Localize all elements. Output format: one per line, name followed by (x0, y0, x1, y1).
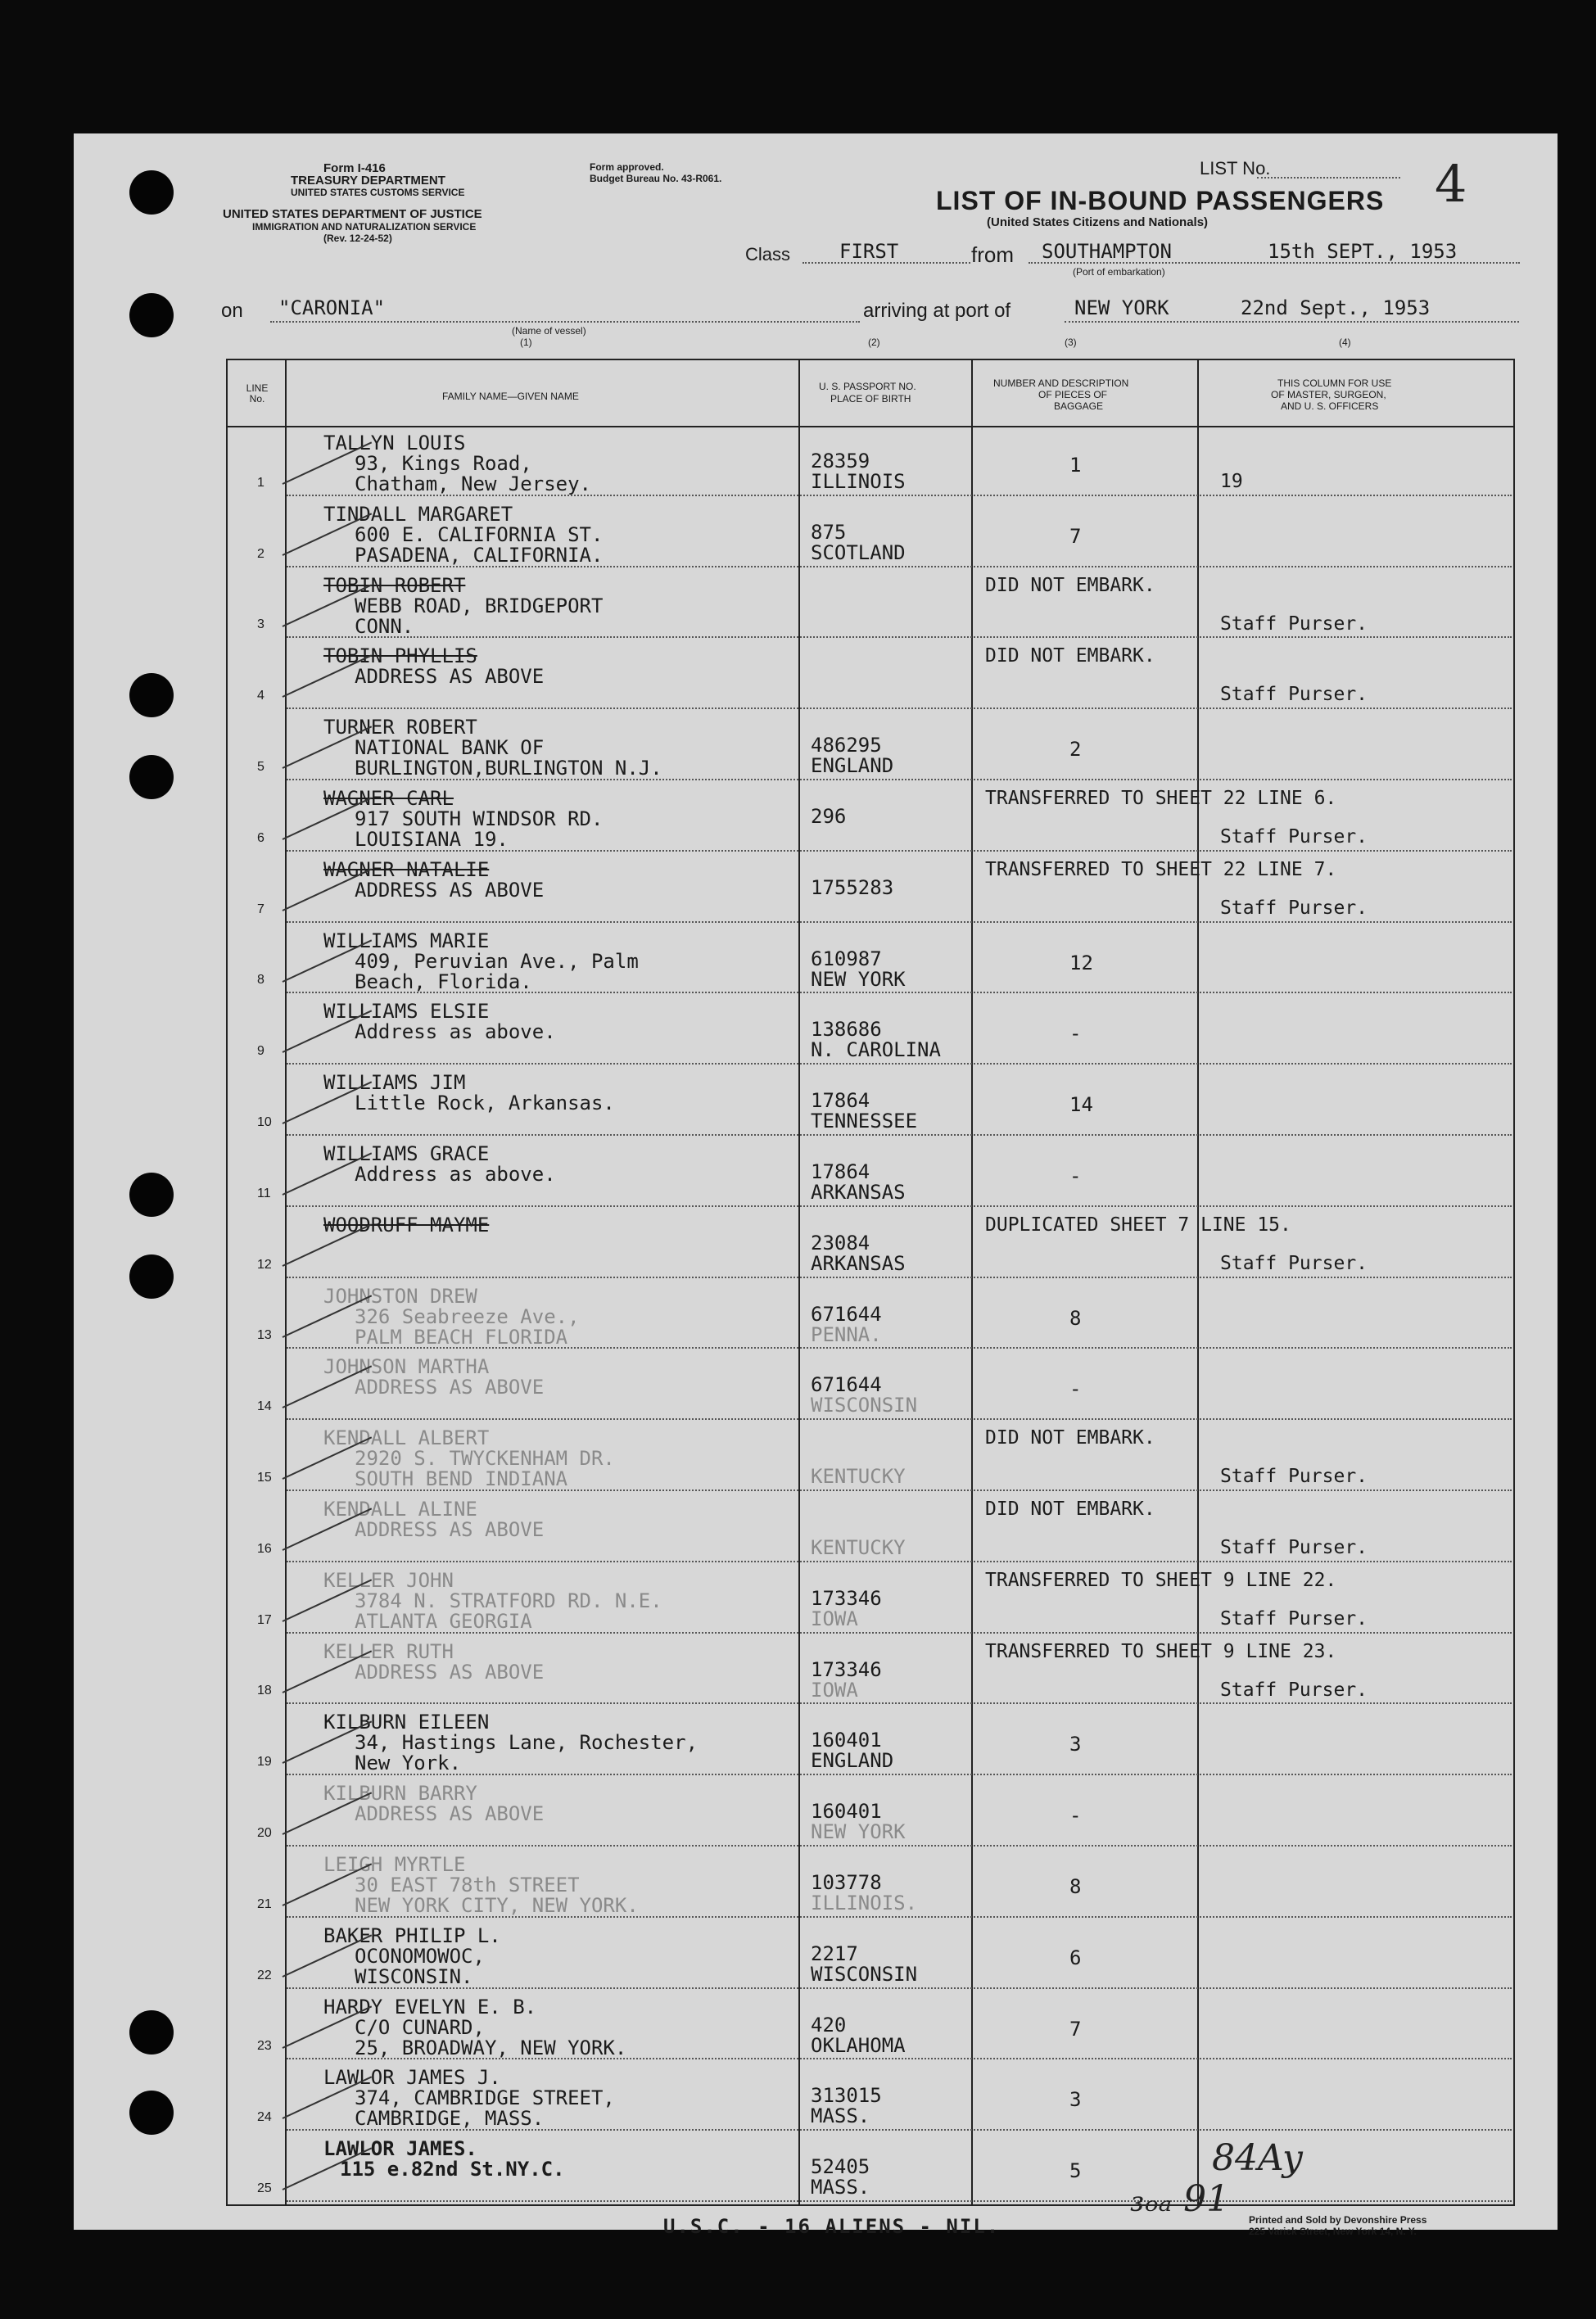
binder-hole (129, 170, 174, 215)
passenger-name: KELLER JOHN (323, 1568, 454, 1592)
passenger-address-1: ADDRESS AS ABOVE (355, 1660, 545, 1684)
row-separator (287, 636, 1512, 638)
baggage-count: - (1069, 1164, 1082, 1187)
vessel-name: "CARONIA" (278, 296, 386, 319)
line-number: 5 (257, 760, 264, 774)
place-of-birth: IOWA (811, 1607, 858, 1630)
passport-number: 1755283 (811, 875, 894, 899)
passenger-name: KILBURN EILEEN (323, 1711, 490, 1734)
passenger-name: LAWLOR JAMES J. (323, 2066, 501, 2090)
line-number: 3 (257, 617, 264, 632)
passenger-address-2: SOUTH BEND INDIANA (355, 1467, 568, 1491)
passenger-address-2: NEW YORK CITY, NEW YORK. (355, 1894, 639, 1917)
baggage-count: 3 (1069, 2088, 1082, 2112)
place-of-birth: ENGLAND (811, 754, 894, 778)
passenger-name: TOBIN ROBERT (323, 573, 466, 597)
passport-number: 160401 (811, 1800, 882, 1824)
passenger-name: WILLIAMS JIM (323, 1071, 466, 1095)
passenger-address-1: 2920 S. TWYCKENHAM DR. (355, 1447, 615, 1471)
officer-note: DID NOT EMBARK. (985, 645, 1155, 667)
passenger-address-1: 115 e.82nd St.NY.C. (340, 2158, 565, 2181)
passenger-address-2: ATLANTA GEORGIA (355, 1609, 532, 1633)
passport-number: 671644 (811, 1373, 882, 1397)
port-caption: (Port of embarkation) (1073, 266, 1165, 278)
passenger-address-1: ADDRESS AS ABOVE (355, 1802, 545, 1826)
line-number: 22 (257, 1968, 272, 1982)
place-of-birth: MASS. (811, 2104, 870, 2128)
handwritten-annotation: 84Ay (1212, 2137, 1303, 2179)
budget-bureau: Budget Bureau No. 43-R061. (590, 173, 722, 184)
passenger-address-1: 93, Kings Road, (355, 452, 532, 475)
form-subtitle: (United States Citizens and Nationals) (987, 215, 1209, 229)
form-title: LIST OF IN-BOUND PASSENGERS (936, 186, 1385, 215)
passenger-name: WILLIAMS ELSIE (323, 1000, 490, 1024)
ins-service: IMMIGRATION AND NATURALIZATION SERVICE (252, 221, 477, 233)
officer-note: DID NOT EMBARK. (985, 574, 1155, 596)
baggage-count: 5 (1069, 2159, 1082, 2183)
passenger-address-1: 600 E. CALIFORNIA ST. (355, 522, 604, 546)
place-of-birth: KENTUCKY (811, 1536, 906, 1559)
row-separator (287, 921, 1512, 923)
col-header-officers-3: AND U. S. OFFICERS (1281, 400, 1379, 412)
line-number: 4 (257, 689, 264, 703)
baggage-count: 6 (1069, 1946, 1082, 1969)
officer-note: TRANSFERRED TO SHEET 9 LINE 22. (985, 1569, 1337, 1591)
col-header-birth: PLACE OF BIRTH (830, 393, 911, 405)
purser-note: 19 (1220, 471, 1243, 492)
baggage-count: 14 (1069, 1093, 1093, 1117)
line-number: 2 (257, 546, 264, 561)
col-num-4: (4) (1339, 337, 1351, 348)
passenger-address-1: Address as above. (355, 1163, 556, 1186)
passenger-name: KELLER RUTH (323, 1639, 454, 1663)
passenger-address-1: 326 Seabreeze Ave., (355, 1304, 580, 1328)
passport-number: 52405 (811, 2155, 870, 2179)
passport-number: 160401 (811, 1729, 882, 1752)
place-of-birth: ARKANSAS (811, 1181, 906, 1204)
passenger-address-1: C/O CUNARD, (355, 2015, 485, 2039)
line-number: 20 (257, 1826, 272, 1840)
treasury-dept: TREASURY DEPARTMENT (291, 174, 445, 188)
officer-note: TRANSFERRED TO SHEET 9 LINE 23. (985, 1640, 1337, 1662)
passenger-address-2: 25, BROADWAY, NEW YORK. (355, 2036, 627, 2059)
col-header-line: LINE No. (246, 382, 269, 405)
row-separator (287, 1774, 1512, 1775)
passport-number: 875 (811, 520, 847, 544)
row-separator (287, 1561, 1512, 1562)
purser-note: Staff Purser. (1220, 1537, 1368, 1558)
place-of-birth: ENGLAND (811, 1749, 894, 1773)
place-of-birth: PENNA. (811, 1322, 882, 1346)
passport-number: 23084 (811, 1231, 870, 1254)
place-of-birth: ILLINOIS. (811, 1892, 918, 1914)
line-number: 16 (257, 1541, 272, 1556)
col-header-baggage-3: BAGGAGE (1054, 400, 1104, 412)
passenger-name: JOHNSTON DREW (323, 1284, 477, 1308)
from-label: from (971, 242, 1014, 267)
row-separator (287, 1277, 1512, 1278)
class-label: Class (745, 244, 791, 264)
line-number: 10 (257, 1115, 272, 1129)
place-of-birth: SCOTLAND (811, 540, 906, 564)
place-of-birth: ILLINOIS (811, 470, 906, 493)
passenger-address-2: PALM BEACH FLORIDA (355, 1325, 568, 1349)
place-of-birth: NEW YORK (811, 1820, 906, 1844)
passenger-address-2: PASADENA, CALIFORNIA. (355, 543, 604, 567)
list-number: 4 (1435, 154, 1467, 214)
passenger-address-1: ADDRESS AS ABOVE (355, 1518, 545, 1541)
col-num-3: (3) (1065, 337, 1077, 348)
customs-service: UNITED STATES CUSTOMS SERVICE (291, 187, 465, 198)
passenger-address-1: Address as above. (355, 1020, 556, 1044)
line-number: 11 (257, 1186, 271, 1200)
row-separator (287, 1845, 1512, 1847)
passport-number: 486295 (811, 734, 882, 757)
place-of-birth: IOWA (811, 1678, 858, 1702)
passenger-name: WAGNER NATALIE (323, 857, 490, 881)
passenger-address-1: 409, Peruvian Ave., Palm (355, 949, 639, 973)
row-separator (287, 1134, 1512, 1136)
on-label: on (221, 300, 243, 322)
line-number: 12 (257, 1257, 272, 1272)
passenger-name: KILBURN BARRY (323, 1782, 477, 1806)
baggage-count: 7 (1069, 2017, 1082, 2041)
col-num-1: (1) (520, 337, 532, 348)
line-number: 14 (257, 1399, 272, 1414)
line-number: 25 (257, 2181, 272, 2195)
passenger-name: WAGNER CARL (323, 787, 454, 810)
passenger-address-2: CAMBRIDGE, MASS. (355, 2107, 545, 2131)
list-label: LIST No. (1200, 158, 1271, 179)
passenger-address-1: OCONOMOWOC, (355, 1944, 485, 1968)
passport-number: 28359 (811, 450, 870, 472)
place-of-birth: WISCONSIN (811, 1962, 918, 1986)
vessel-caption: (Name of vessel) (512, 325, 586, 337)
place-of-birth: WISCONSIN (811, 1394, 918, 1417)
passport-number: 173346 (811, 1657, 882, 1681)
passport-number: 610987 (811, 947, 882, 970)
baggage-count: 8 (1069, 1306, 1082, 1330)
printer-line-1: Printed and Sold by Devonshire Press (1249, 2214, 1427, 2226)
place-of-birth: KENTUCKY (811, 1465, 906, 1489)
purser-note: Staff Purser. (1220, 1466, 1368, 1488)
printer-line-2: 225 Varick Street, New York 14, N. Y. (1249, 2226, 1417, 2237)
col-header-baggage-2: OF PIECES OF (1038, 389, 1108, 400)
officer-note: TRANSFERRED TO SHEET 22 LINE 6. (985, 788, 1337, 809)
line-number: 13 (257, 1328, 272, 1343)
row-separator (287, 2200, 1512, 2202)
baggage-count: 12 (1069, 951, 1093, 974)
passport-number: 313015 (811, 2084, 882, 2108)
officer-note: TRANSFERRED TO SHEET 22 LINE 7. (985, 858, 1337, 880)
col-num-2: (2) (868, 337, 880, 348)
passenger-address-1: ADDRESS AS ABOVE (355, 665, 545, 689)
passenger-name: TINDALL MARGARET (323, 502, 513, 526)
row-separator (287, 1418, 1512, 1420)
passenger-name: WOODRUFF MAYME (323, 1213, 490, 1236)
passport-number: 138686 (811, 1018, 882, 1042)
line-number: 23 (257, 2039, 272, 2054)
baggage-count: - (1069, 1022, 1082, 1046)
place-of-birth: OKLAHOMA (811, 2033, 906, 2057)
arrival-date: 22nd Sept., 1953 (1241, 296, 1431, 319)
line-number: 6 (257, 830, 264, 845)
baggage-count: 2 (1069, 738, 1082, 762)
form-number: Form I-416 (323, 161, 386, 175)
row-separator (287, 1702, 1512, 1704)
passenger-address-1: WEBB ROAD, BRIDGEPORT (355, 594, 604, 617)
baggage-count: - (1069, 1377, 1082, 1401)
passenger-name: LAWLOR JAMES. (323, 2137, 477, 2161)
line-number: 19 (257, 1755, 272, 1770)
purser-note: Staff Purser. (1220, 826, 1368, 848)
baggage-count: 7 (1069, 524, 1082, 548)
purser-note: Staff Purser. (1220, 1607, 1368, 1630)
line-number: 18 (257, 1684, 272, 1698)
passenger-address-1: 917 SOUTH WINDSOR RD. (355, 807, 604, 830)
line-number: 15 (257, 1471, 272, 1485)
passenger-address-1: Little Rock, Arkansas. (355, 1092, 615, 1115)
place-of-birth: MASS. (811, 2176, 870, 2199)
line-number: 1 (257, 475, 264, 490)
passenger-address-2: New York. (355, 1752, 462, 1775)
port-of-embarkation: SOUTHAMPTON (1042, 240, 1172, 263)
passport-number: 17864 (811, 1089, 870, 1113)
passenger-name: KENDALL ALBERT (323, 1426, 490, 1450)
passenger-name: TURNER ROBERT (323, 716, 477, 739)
passenger-name: LEIGH MYRTLE (323, 1853, 466, 1876)
col-header-officers-2: OF MASTER, SURGEON, (1271, 389, 1386, 400)
passenger-address-1: NATIONAL BANK OF (355, 736, 545, 760)
passenger-address-1: ADDRESS AS ABOVE (355, 878, 545, 902)
col-header-name: FAMILY NAME—GIVEN NAME (442, 391, 579, 402)
passenger-name: TALLYN LOUIS (323, 432, 466, 454)
col-header-baggage-1: NUMBER AND DESCRIPTION (993, 377, 1129, 389)
purser-note: Staff Purser. (1220, 897, 1368, 919)
passenger-address-2: Beach, Florida. (355, 970, 532, 993)
passenger-address-1: 3784 N. STRATFORD RD. N.E. (355, 1589, 662, 1612)
line-number: 21 (257, 1896, 272, 1911)
baggage-count: 8 (1069, 1875, 1082, 1898)
passenger-address-2: Chatham, New Jersey. (355, 472, 591, 495)
baggage-count: - (1069, 1804, 1082, 1828)
binder-hole (129, 2091, 174, 2135)
row-separator (287, 707, 1512, 709)
departure-date: 15th SEPT., 1953 (1268, 240, 1458, 263)
passport-number: 420 (811, 2013, 847, 2036)
passport-number: 103778 (811, 1871, 882, 1894)
line-number: 8 (257, 973, 264, 988)
passenger-address-2: CONN. (355, 614, 414, 638)
baggage-count: 1 (1069, 454, 1082, 477)
officer-note: DID NOT EMBARK. (985, 1427, 1155, 1449)
passenger-name: WILLIAMS GRACE (323, 1142, 490, 1165)
officer-note: DUPLICATED SHEET 7 LINE 15. (985, 1214, 1291, 1236)
arriving-label: arriving at port of (863, 300, 1011, 322)
binder-hole (129, 673, 174, 717)
row-separator (287, 1063, 1512, 1065)
summary-line: U.S.C. - 16 ALIENS - NIL. (663, 2215, 1001, 2238)
line-number: 24 (257, 2110, 272, 2125)
purser-note: Staff Purser. (1220, 1679, 1368, 1701)
passport-number: 671644 (811, 1302, 882, 1326)
passenger-address-2: BURLINGTON,BURLINGTON N.J. (355, 757, 662, 780)
revision-date: (Rev. 12-24-52) (323, 233, 392, 244)
line-number: 9 (257, 1044, 264, 1059)
purser-note: Staff Purser. (1220, 1252, 1368, 1274)
passenger-address-1: 374, CAMBRIDGE STREET, (355, 2086, 615, 2110)
place-of-birth: ARKANSAS (811, 1251, 906, 1275)
binder-hole (129, 755, 174, 799)
passenger-name: WILLIAMS MARIE (323, 929, 490, 952)
passenger-name: JOHNSON MARTHA (323, 1355, 490, 1379)
handwritten-annotation-2: ₃ₒₐ 91 (1130, 2178, 1230, 2220)
place-of-birth: NEW YORK (811, 967, 906, 991)
form-approved: Form approved. (590, 161, 664, 173)
passenger-name: HARDY EVELYN E. B. (323, 1995, 537, 2018)
arrival-port: NEW YORK (1074, 296, 1169, 319)
binder-hole (129, 2010, 174, 2055)
passport-number: 296 (811, 805, 847, 828)
line-number: 17 (257, 1612, 272, 1627)
justice-dept: UNITED STATES DEPARTMENT OF JUSTICE (223, 207, 482, 221)
binder-hole (129, 1173, 174, 1217)
passport-number: 2217 (811, 1942, 858, 1965)
row-separator (287, 1205, 1512, 1207)
passenger-name: BAKER PHILIP L. (323, 1923, 501, 1947)
purser-note: Staff Purser. (1220, 613, 1368, 635)
line-number: 7 (257, 902, 264, 916)
binder-hole (129, 1254, 174, 1299)
baggage-count: 3 (1069, 1733, 1082, 1756)
col-header-passport: U. S. PASSPORT NO. (819, 381, 916, 392)
purser-note: Staff Purser. (1220, 684, 1368, 706)
passenger-address-1: 30 EAST 78th STREET (355, 1874, 580, 1896)
place-of-birth: N. CAROLINA (811, 1038, 941, 1062)
passenger-address-2: LOUISIANA 19. (355, 828, 509, 851)
passenger-address-1: 34, Hastings Lane, Rochester, (355, 1731, 699, 1755)
passenger-address-1: ADDRESS AS ABOVE (355, 1376, 545, 1399)
passport-number: 173346 (811, 1586, 882, 1610)
place-of-birth: TENNESSEE (811, 1110, 918, 1133)
binder-hole (129, 293, 174, 337)
passenger-address-2: WISCONSIN. (355, 1964, 473, 1988)
passenger-name: TOBIN PHYLLIS (323, 644, 477, 668)
officer-note: DID NOT EMBARK. (985, 1499, 1155, 1520)
col-header-officers-1: THIS COLUMN FOR USE (1277, 377, 1392, 389)
class-value: FIRST (839, 240, 899, 263)
passenger-name: KENDALL ALINE (323, 1498, 477, 1521)
passport-number: 17864 (811, 1160, 870, 1183)
